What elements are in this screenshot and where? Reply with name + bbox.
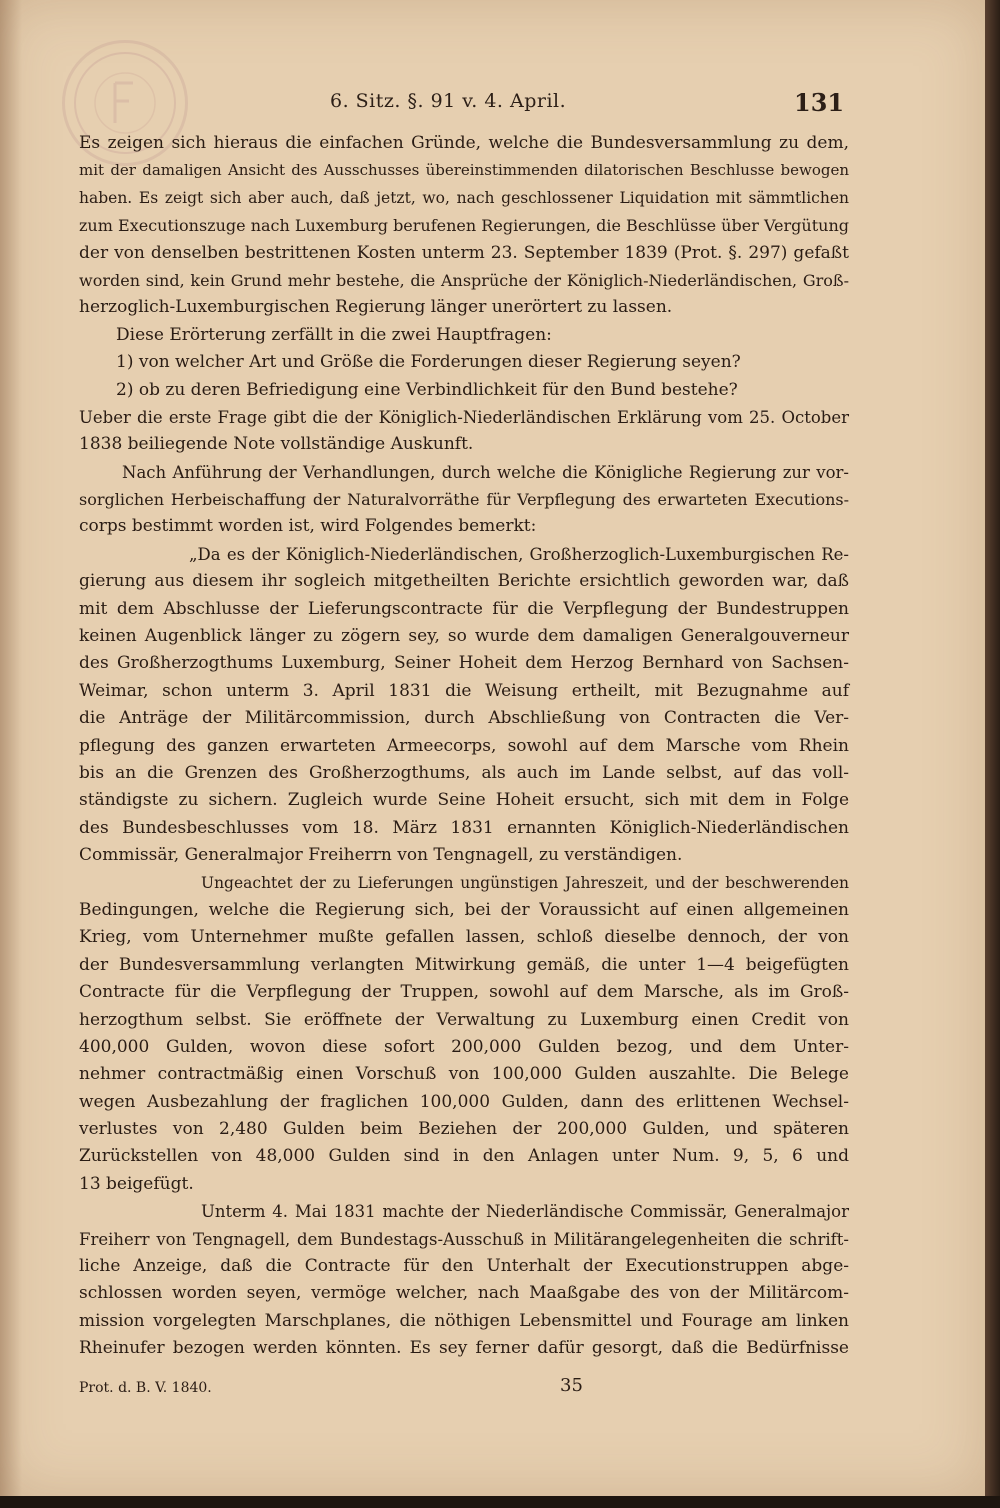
text-line: 1838 beiliegende Note vollständige Auskunft. bbox=[79, 434, 474, 455]
text-line: Krieg, vom Unternehmer mußte gefallen lassen, schloß dieselbe dennoch, der von bbox=[79, 927, 849, 948]
text-line: Bedingungen, welche die Regierung sich, bei der Voraussicht auf einen allgemeinen bbox=[79, 899, 849, 920]
text-line: Ungeachtet der zu Lieferungen ungünstigen Jahreszeit, und der beschwerenden bbox=[201, 873, 849, 892]
text-line: 1) von welcher Art und Größe die Forderungen dieser Regierung seyen? bbox=[116, 352, 741, 373]
text-line: Ueber die erste Frage gibt die der Königlich-Niederländischen Erklärung vom 25. October bbox=[79, 407, 849, 427]
text-line: pflegung des ganzen erwarteten Armeecorps, sowohl auf dem Marsche vom Rhein bbox=[79, 735, 849, 756]
text-line: corps bestimmt worden ist, wird Folgendes bemerkt: bbox=[79, 516, 537, 537]
text-line: Weimar, schon unterm 3. April 1831 die Weisung ertheilt, mit Bezugnahme auf bbox=[79, 680, 849, 701]
text-line: die Anträge der Militärcommission, durch Abschließung von Contracten die Ver- bbox=[79, 708, 849, 729]
text-line: des Bundesbeschlusses vom 18. März 1831 ernannten Königlich-Niederländischen bbox=[79, 817, 849, 838]
text-line: des Großherzogthums Luxemburg, Seiner Hoheit dem Herzog Bernhard von Sachsen- bbox=[79, 653, 849, 674]
text-line: Es zeigen sich hieraus die einfachen Gründe, welche die Bundesversammlung zu dem, bbox=[79, 133, 849, 153]
text-line: Contracte für die Verpflegung der Truppen, sowohl auf dem Marsche, als im Groß- bbox=[79, 982, 849, 1003]
page-number: 131 bbox=[794, 88, 845, 117]
text-body bbox=[79, 130, 849, 1363]
page-edge-bottom bbox=[0, 1496, 1000, 1508]
text-line: liche Anzeige, daß die Contracte für den Unterhalt der Executionstruppen abge- bbox=[79, 1256, 849, 1277]
text-line: herzoglich-Luxemburgischen Regierung länger unerörtert zu lassen. bbox=[79, 297, 673, 318]
text-line: mit dem Abschlusse der Lieferungscontracte für die Verpflegung der Bundestruppen bbox=[79, 598, 849, 619]
page-gutter-shade bbox=[0, 0, 22, 1496]
text-line: worden sind, kein Grund mehr bestehe, die Ansprüche der Königlich-Niederländischen, Groß- bbox=[79, 270, 849, 290]
text-line: haben. Es zeigt sich aber auch, daß jetzt, wo, nach geschlossener Liquidation mit sämmtlichen bbox=[79, 188, 849, 207]
text-line: wegen Ausbezahlung der fraglichen 100,000 Gulden, dann des erlittenen Wechsel- bbox=[79, 1091, 849, 1112]
page-edge-right bbox=[985, 0, 1000, 1508]
text-line: Zurückstellen von 48,000 Gulden sind in den Anlagen unter Num. 9, 5, 6 und bbox=[79, 1146, 849, 1167]
footer-sheet-number: 35 bbox=[560, 1375, 583, 1396]
text-line: keinen Augenblick länger zu zögern sey, so wurde dem damaligen Generalgouverneur bbox=[79, 626, 849, 647]
text-line: 400,000 Gulden, wovon diese sofort 200,000 Gulden bezog, und dem Unter- bbox=[79, 1036, 849, 1057]
text-line: gierung aus diesem ihr sogleich mitgetheilten Berichte ersichtlich geworden war, daß bbox=[79, 571, 849, 592]
text-line: zum Executionszuge nach Luxemburg berufenen Regierungen, die Beschlüsse über Vergütung bbox=[79, 216, 849, 236]
text-line: Diese Erörterung zerfällt in die zwei Hauptfragen: bbox=[116, 324, 552, 345]
text-line: sorglichen Herbeischaffung der Naturalvorräthe für Verpflegung des erwarteten Executions- bbox=[79, 490, 849, 510]
footer-signature: Prot. d. B. V. 1840. bbox=[79, 1380, 212, 1396]
text-line: Unterm 4. Mai 1831 machte der Niederländische Commissär, Generalmajor bbox=[201, 1202, 849, 1222]
text-line: Rheinufer bezogen werden könnten. Es sey ferner dafür gesorgt, daß die Bedürfnisse bbox=[79, 1338, 849, 1359]
running-title: 6. Sitz. §. 91 v. 4. April. bbox=[330, 90, 567, 112]
text-line: nehmer contractmäßig einen Vorschuß von 100,000 Gulden auszahlte. Die Belege bbox=[79, 1064, 849, 1085]
text-line: Nach Anführung der Verhandlungen, durch welche die Königliche Regierung zur vor- bbox=[122, 462, 849, 482]
text-line: 13 beigefügt. bbox=[79, 1173, 194, 1194]
text-line: mission vorgelegten Marschplanes, die nöthigen Lebensmittel und Fourage am linken bbox=[79, 1310, 849, 1331]
text-line: bis an die Grenzen des Großherzogthums, als auch im Lande selbst, auf das voll- bbox=[79, 762, 849, 783]
text-line: herzogthum selbst. Sie eröffnete der Verwaltung zu Luxemburg einen Credit von bbox=[79, 1009, 849, 1030]
text-line: schlossen worden seyen, vermöge welcher, nach Maaßgabe des von der Militärcom- bbox=[79, 1283, 849, 1304]
text-line: der Bundesversammlung verlangten Mitwirkung gemäß, die unter 1—4 beigefügten bbox=[79, 954, 849, 975]
text-line: Freiherr von Tengnagell, dem Bundestags-Ausschuß in Militärangelegenheiten die schrift- bbox=[79, 1229, 849, 1249]
text-line: ständigste zu sichern. Zugleich wurde Seine Hoheit ersucht, sich mit dem in Folge bbox=[79, 790, 849, 811]
text-line: der von denselben bestrittenen Kosten unterm 23. September 1839 (Prot. §. 297) gefaßt bbox=[79, 242, 849, 263]
text-line: verlustes von 2,480 Gulden beim Beziehen der 200,000 Gulden, und späteren bbox=[79, 1119, 849, 1140]
text-line: mit der damaligen Ansicht des Ausschusses übereinstimmenden dilatorischen Beschlusse bewogen bbox=[79, 161, 849, 180]
text-line: Commissär, Generalmajor Freiherrn von Tengnagell, zu verständigen. bbox=[79, 845, 683, 866]
text-line: „Da es der Königlich-Niederländischen, Großherzoglich-Luxemburgischen Re- bbox=[189, 544, 849, 564]
text-line: 2) ob zu deren Befriedigung eine Verbindlichkeit für den Bund bestehe? bbox=[116, 379, 738, 400]
